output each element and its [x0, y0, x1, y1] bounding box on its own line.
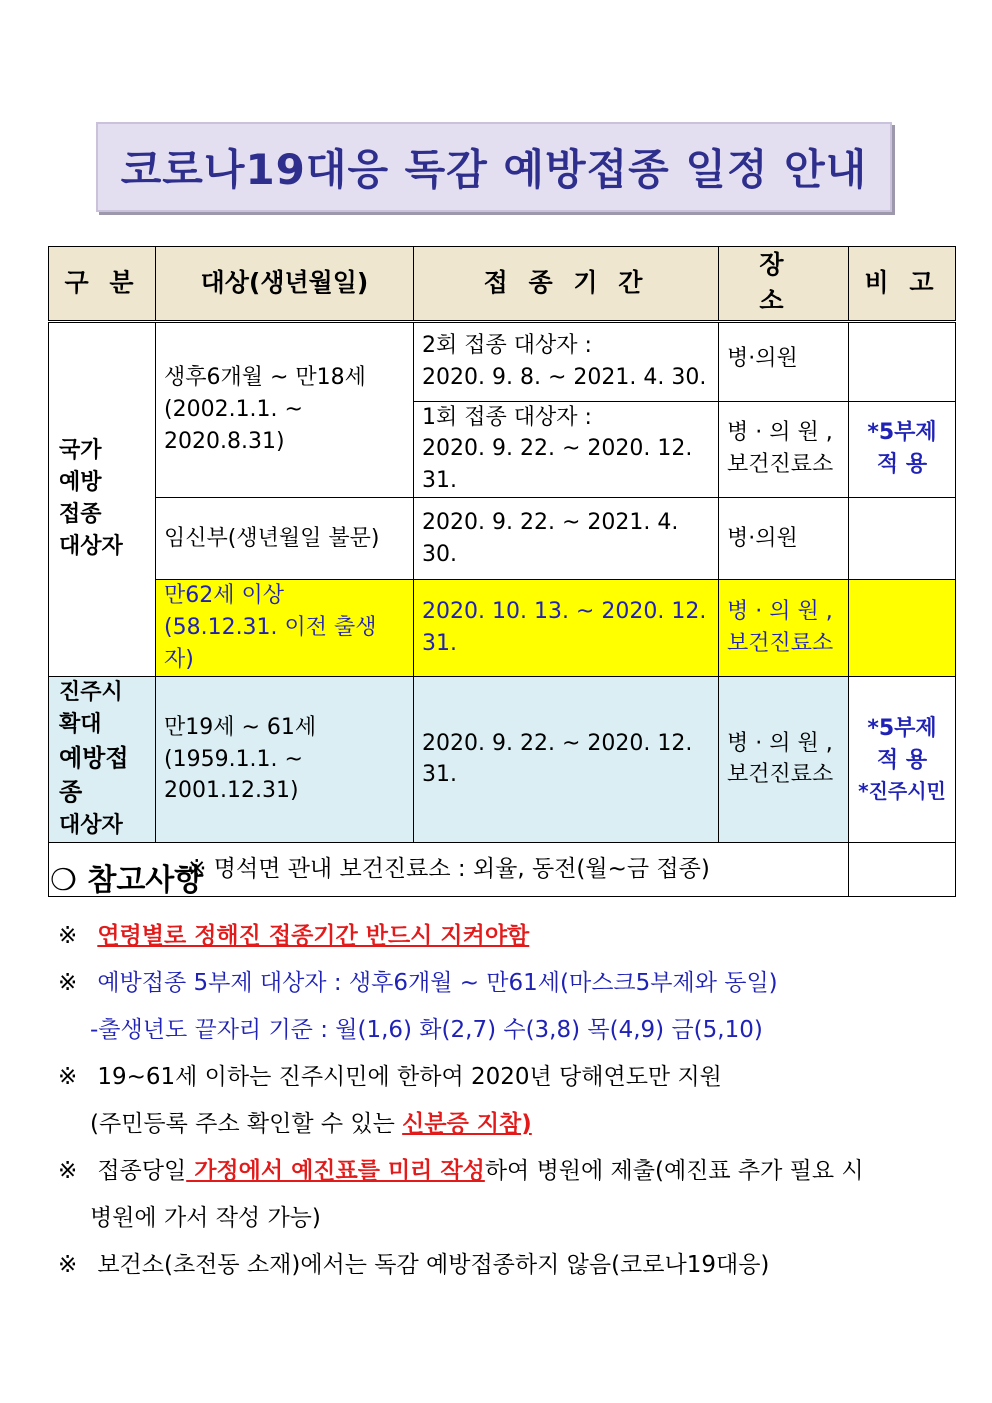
note-text: 병원에 가서 작성 가능) — [90, 1205, 321, 1231]
cat-line: 진주시 — [59, 679, 123, 705]
period-line: 1회 접종 대상자 : — [422, 404, 592, 430]
cat-line: 예방접종 — [59, 743, 129, 807]
place-line: 병·의원 — [727, 345, 798, 371]
note-line-2 — [50, 960, 950, 1007]
note-line: 적 용 — [876, 452, 928, 478]
note-line-8 — [50, 1242, 950, 1289]
period-line: 2020. 9. 22. ~ 2020. 12. 31. — [422, 436, 693, 494]
group1-period-b-cell — [414, 401, 719, 498]
jinju-target-cell — [156, 676, 414, 842]
note-line-6 — [50, 1148, 950, 1195]
note-line: *진주시민 — [858, 778, 946, 803]
table-row — [49, 580, 956, 677]
reference-mark: ※ — [58, 1158, 78, 1184]
cat-line: 예방 — [59, 470, 102, 496]
period-line: 2회 접종 대상자 : — [422, 332, 592, 358]
note-line: *5부제 — [867, 420, 937, 446]
jinju-note-cell — [849, 676, 956, 842]
table-row — [49, 498, 956, 580]
note-line: *5부제 — [867, 716, 937, 742]
senior-target-cell — [156, 580, 414, 677]
note-line: 적 용 — [876, 747, 928, 773]
cat-line: 확대 — [59, 711, 102, 737]
jinju-place-cell — [719, 676, 849, 842]
group1-note-b-cell — [849, 401, 956, 498]
national-category-cell — [49, 321, 156, 676]
page-title: 코로나19대응 독감 예방접종 일정 안내 — [120, 145, 868, 194]
target-line: (58.12.31. 이전 출생자) — [164, 615, 377, 672]
cat-line: 대상자 — [59, 813, 123, 839]
header-category: 구 분 — [49, 247, 156, 322]
target-line: 만62세 이상 — [164, 583, 284, 609]
reference-mark: ※ — [58, 923, 78, 949]
group1-note-a-cell — [849, 321, 956, 401]
place-line: 보건진료소 — [727, 452, 834, 478]
reference-mark: ※ — [58, 970, 78, 996]
header-period: 접 종 기 간 — [414, 247, 719, 322]
header-place: 장 소 — [719, 247, 849, 322]
note-text: 19~61세 이하는 진주시민에 한하여 2020년 당해연도만 지원 — [97, 1064, 722, 1090]
cat-line: 대상자 — [59, 534, 123, 560]
note-text: 신분증 지참) — [402, 1111, 532, 1137]
target-line: (2002.1.1. ~ 2020.8.31) — [164, 396, 303, 454]
pregnant-target-cell: 임신부(생년월일 불문) — [156, 498, 414, 580]
footer-note: ※ 명석면 관내 보건진료소 : 외율, 동전(월~금 접종) — [49, 843, 849, 897]
place-line: 보건진료소 — [727, 631, 834, 656]
senior-place-cell — [719, 580, 849, 677]
note-line-4 — [50, 1054, 950, 1101]
note-line-3 — [50, 1007, 950, 1054]
target-line: 만19세 ~ 61세 — [164, 714, 317, 740]
note-text: 예방접종 5부제 대상자 : 생후6개월 ~ 만61세(마스크5부제와 동일) — [97, 970, 778, 996]
place-line: 병 · 의 원 , — [727, 420, 833, 446]
reference-mark: ※ — [58, 1064, 78, 1090]
note-text: 연령별로 정해진 접종기간 반드시 지켜야함 — [97, 923, 530, 949]
table-row — [49, 321, 956, 401]
pregnant-note-cell — [849, 498, 956, 580]
senior-note-cell — [849, 580, 956, 677]
group1-target-cell — [156, 321, 414, 498]
target-line: (1959.1.1. ~ 2001.12.31) — [164, 746, 303, 804]
reference-mark: ※ — [58, 1252, 78, 1278]
note-text: -출생년도 끝자리 기준 : 월(1,6) 화(2,7) 수(3,8) 목(4,9) 금(5,10) — [90, 1017, 763, 1043]
note-line-7 — [50, 1195, 950, 1242]
table-row — [49, 676, 956, 842]
header-note: 비 고 — [849, 247, 956, 322]
schedule-table — [48, 246, 956, 897]
senior-period-cell: 2020. 10. 13. ~ 2020. 12. 31. — [414, 580, 719, 677]
note-text: (주민등록 주소 확인할 수 있는 — [90, 1111, 403, 1137]
note-text: 접종당일 — [97, 1158, 187, 1184]
cat-line: 국가 — [59, 438, 102, 464]
place-line: 병 · 의 원 , — [727, 730, 833, 756]
period-line: 2020. 9. 8. ~ 2021. 4. 30. — [422, 364, 707, 390]
place-line: 병 · 의 원 , — [727, 599, 833, 625]
jinju-period-cell: 2020. 9. 22. ~ 2020. 12. 31. — [414, 676, 719, 842]
target-line: 생후6개월 ~ 만18세 — [164, 365, 366, 390]
group1-place-b-cell — [719, 401, 849, 498]
notes-heading: ❍ 참고사항 — [50, 863, 204, 898]
place-line: 보건진료소 — [727, 762, 834, 788]
table-header-row — [49, 247, 956, 322]
note-line-5 — [50, 1101, 950, 1148]
cat-line: 접종 — [59, 502, 102, 528]
note-line-1 — [50, 913, 950, 960]
header-target: 대상(생년월일) — [156, 247, 414, 322]
reference-notes — [50, 855, 950, 1289]
jinju-category-cell — [49, 676, 156, 842]
note-text: 하여 병원에 제출(예진표 추가 필요 시 — [484, 1158, 864, 1184]
group1-place-a-cell — [719, 321, 849, 401]
pregnant-place-cell: 병·의원 — [719, 498, 849, 580]
group1-period-a-cell — [414, 321, 719, 401]
note-text: 보건소(초전동 소재)에서는 독감 예방접종하지 않음(코로나19대응) — [97, 1252, 770, 1278]
pregnant-period-cell: 2020. 9. 22. ~ 2021. 4. 30. — [414, 498, 719, 580]
title-banner — [96, 122, 892, 212]
note-text: 가정에서 예진표를 미리 작성 — [186, 1158, 485, 1184]
